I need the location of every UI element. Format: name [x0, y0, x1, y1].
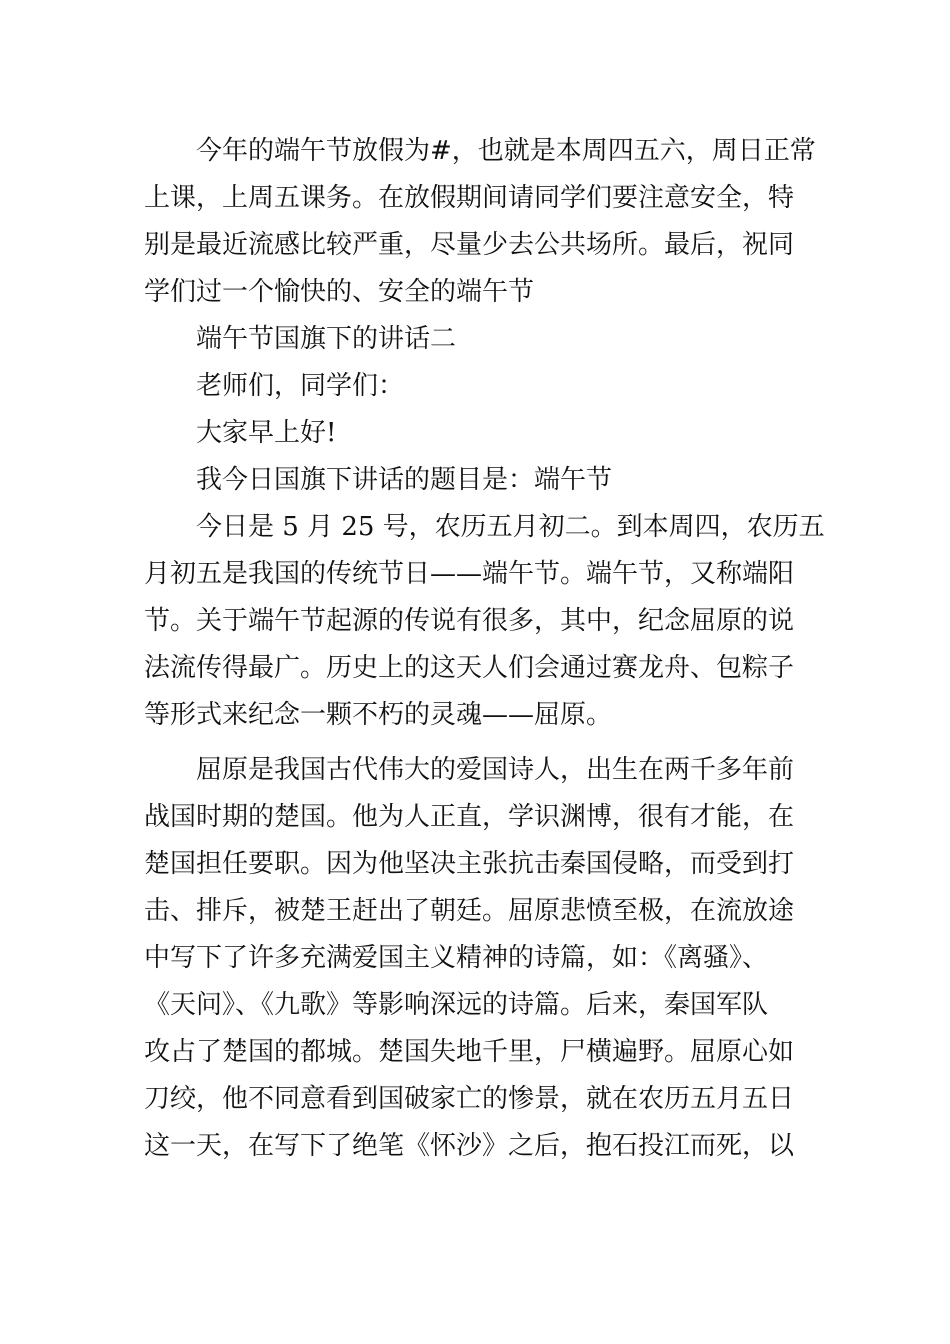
document-body: [144, 128, 825, 1170]
text-line: 别是最近流感比较严重，尽量少去公共场所。最后，祝同: [144, 230, 795, 260]
text-line: 老师们，同学们：: [196, 371, 405, 401]
paragraph-holiday-notice: [144, 128, 816, 316]
text-line: 击、排斥，被楚王赶出了朝廷。屈原悲愤至极，在流放途: [144, 896, 795, 926]
text-line: 法流传得最广。历史上的这天人们会通过赛龙舟、包粽子: [144, 653, 795, 683]
text-line: 楚国担任要职。因为他坚决主张抗击秦国侵略，而受到打: [144, 849, 795, 879]
text-line: 我今日国旗下讲话的题目是：端午节: [196, 465, 613, 495]
text-line: 等形式来纪念一颗不朽的灵魂——屈原。: [144, 700, 613, 730]
text-line: 攻占了楚国的都城。楚国失地千里，尸横遍野。屈原心如: [144, 1037, 795, 1067]
text-line: 中写下了许多充满爱国主义精神的诗篇，如：《离骚》、: [144, 943, 769, 973]
text-line: 刀绞，他不同意看到国破家亡的惨景，就在农历五月五日: [144, 1084, 795, 1114]
text-line: 屈原是我国古代伟大的爱国诗人，出生在两千多年前: [196, 755, 795, 785]
text-line: 今日是 5 月 25 号，农历五月初二。到本周四，农历五: [196, 512, 825, 542]
paragraph-salutation: [144, 363, 806, 410]
paragraph-greeting: [144, 410, 806, 457]
paragraph-qu-yuan: [144, 747, 806, 1170]
text-line: 这一天，在写下了绝笔《怀沙》之后，抱石投江而死，以: [144, 1131, 795, 1161]
paragraph-festival-intro: [144, 504, 825, 739]
text-line: 《天问》、《九歌》等影响深远的诗篇。后来，秦国军队: [144, 990, 769, 1020]
text-line: 今年的端午节放假为#，也就是本周四五六，周日正常: [196, 136, 816, 166]
text-line: 月初五是我国的传统节日——端午节。端午节，又称端阳: [144, 559, 795, 589]
text-line: 节。关于端午节起源的传说有很多，其中，纪念屈原的说: [144, 606, 795, 636]
text-line: 端午节国旗下的讲话二: [196, 324, 457, 354]
section-heading: [144, 316, 806, 363]
text-line: 上课，上周五课务。在放假期间请同学们要注意安全，特: [144, 183, 795, 213]
paragraph-topic: [144, 457, 806, 504]
text-line: 大家早上好!: [196, 418, 337, 448]
text-line: 战国时期的楚国。他为人正直，学识渊博，很有才能，在: [144, 802, 795, 832]
text-line: 学们过一个愉快的、安全的端午节: [144, 277, 535, 307]
